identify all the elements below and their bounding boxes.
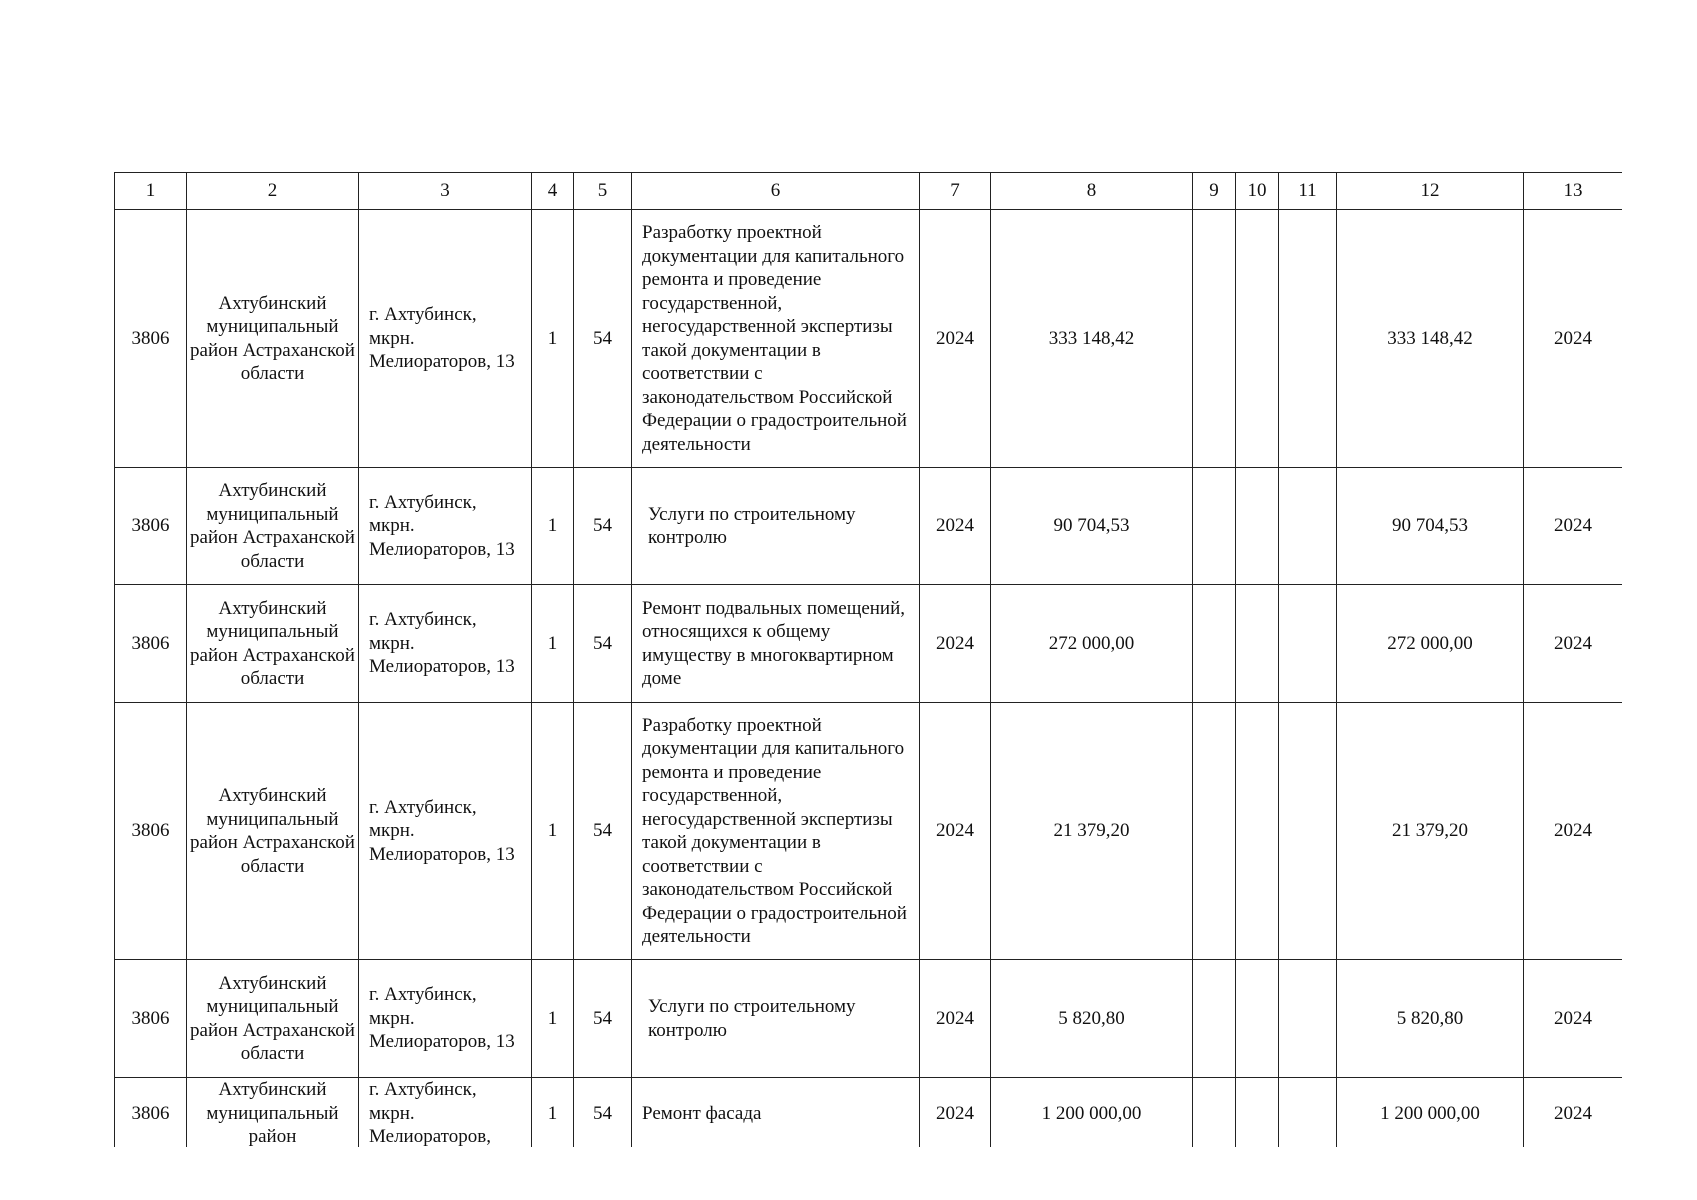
col-header-9: 9: [1193, 173, 1236, 210]
cell-code: 3806: [115, 960, 187, 1078]
cell-total: 272 000,00: [1337, 585, 1524, 703]
col-header-6: 6: [632, 173, 920, 210]
cell-col10: [1236, 468, 1279, 585]
cell-work-type: Разработку проектной документации для капитального ремонта и проведение государственной, негосударственной экспертизы такой документации в соответствии с законодательством Российской Федерации о градостроительной деятельности: [632, 210, 920, 468]
cell-total: 1 200 000,00: [1337, 1078, 1524, 1148]
cell-col5: 54: [574, 960, 632, 1078]
cell-address: г. Ахтубинск, мкрн. Мелиораторов, 13: [359, 210, 532, 468]
table-wrapper: [114, 172, 1622, 1147]
cell-end-year: 2024: [1524, 585, 1623, 703]
repair-program-table: [114, 172, 1622, 1147]
col-header-7: 7: [920, 173, 991, 210]
cell-address: г. Ахтубинск, мкрн. Мелиораторов, 13: [359, 468, 532, 585]
cell-municipality: Ахтубинский муниципальный район Астраханской области: [187, 960, 359, 1078]
cell-col11: [1279, 585, 1337, 703]
cell-col11: [1279, 1078, 1337, 1148]
table-row: [115, 1078, 1623, 1148]
cell-municipality: Ахтубинский муниципальный район Астраханской области: [187, 585, 359, 703]
column-number-row: [115, 173, 1623, 210]
cell-col9: [1193, 585, 1236, 703]
cell-col10: [1236, 585, 1279, 703]
cell-col5: 54: [574, 585, 632, 703]
cell-year: 2024: [920, 468, 991, 585]
cell-col4: 1: [532, 585, 574, 703]
cell-total: 90 704,53: [1337, 468, 1524, 585]
cell-work-type: Услуги по строительному контролю: [632, 468, 920, 585]
cell-total: 5 820,80: [1337, 960, 1524, 1078]
table-row: [115, 210, 1623, 468]
cell-end-year: 2024: [1524, 1078, 1623, 1148]
col-header-11: 11: [1279, 173, 1337, 210]
col-header-13: 13: [1524, 173, 1623, 210]
cell-year: 2024: [920, 703, 991, 960]
cell-col4: 1: [532, 210, 574, 468]
cell-code: 3806: [115, 1078, 187, 1148]
cell-col9: [1193, 210, 1236, 468]
cell-col11: [1279, 210, 1337, 468]
cell-year: 2024: [920, 585, 991, 703]
cell-year: 2024: [920, 1078, 991, 1148]
cell-total: 21 379,20: [1337, 703, 1524, 960]
cell-cost: 21 379,20: [991, 703, 1193, 960]
cell-municipality: Ахтубинский муниципальный район Астраханской области: [187, 468, 359, 585]
cell-end-year: 2024: [1524, 703, 1623, 960]
cell-code: 3806: [115, 703, 187, 960]
cell-work-type: Ремонт подвальных помещений, относящихся к общему имуществу в многоквартирном доме: [632, 585, 920, 703]
col-header-3: 3: [359, 173, 532, 210]
cell-col9: [1193, 1078, 1236, 1148]
cell-code: 3806: [115, 468, 187, 585]
cell-code: 3806: [115, 585, 187, 703]
cell-col11: [1279, 468, 1337, 585]
cell-cost: 5 820,80: [991, 960, 1193, 1078]
cell-address: г. Ахтубинск, мкрн. Мелиораторов, 13: [359, 960, 532, 1078]
cell-col5: 54: [574, 468, 632, 585]
cell-col4: 1: [532, 468, 574, 585]
cell-cost: 90 704,53: [991, 468, 1193, 585]
cell-end-year: 2024: [1524, 210, 1623, 468]
cell-col11: [1279, 703, 1337, 960]
cell-year: 2024: [920, 960, 991, 1078]
cell-col9: [1193, 468, 1236, 585]
cell-cost: 1 200 000,00: [991, 1078, 1193, 1148]
cell-col4: 1: [532, 703, 574, 960]
table-row: [115, 703, 1623, 960]
cell-code: 3806: [115, 210, 187, 468]
cell-municipality: Ахтубинский муниципальный район Астраханской области: [187, 210, 359, 468]
col-header-10: 10: [1236, 173, 1279, 210]
cell-address: г. Ахтубинск, мкрн. Мелиораторов, 13: [359, 585, 532, 703]
cell-col4: 1: [532, 1078, 574, 1148]
cell-col10: [1236, 703, 1279, 960]
cell-col5: 54: [574, 703, 632, 960]
cell-total: 333 148,42: [1337, 210, 1524, 468]
cell-year: 2024: [920, 210, 991, 468]
cell-work-type: Услуги по строительному контролю: [632, 960, 920, 1078]
cell-end-year: 2024: [1524, 468, 1623, 585]
cell-col9: [1193, 960, 1236, 1078]
cell-col10: [1236, 960, 1279, 1078]
table-row: [115, 468, 1623, 585]
cell-col11: [1279, 960, 1337, 1078]
cell-address: г. Ахтубинск, мкрн. Мелиораторов, 13: [359, 703, 532, 960]
cell-col4: 1: [532, 960, 574, 1078]
cell-col5: 54: [574, 1078, 632, 1148]
cell-municipality: Ахтубинский муниципальный район: [187, 1078, 359, 1148]
cell-col9: [1193, 703, 1236, 960]
col-header-1: 1: [115, 173, 187, 210]
cell-work-type: Ремонт фасада: [632, 1078, 920, 1148]
cell-col10: [1236, 1078, 1279, 1148]
table-row: [115, 585, 1623, 703]
cell-col10: [1236, 210, 1279, 468]
cell-address: г. Ахтубинск, мкрн. Мелиораторов,: [359, 1078, 532, 1148]
col-header-12: 12: [1337, 173, 1524, 210]
cell-municipality: Ахтубинский муниципальный район Астраханской области: [187, 703, 359, 960]
cell-work-type: Разработку проектной документации для капитального ремонта и проведение государственной, негосударственной экспертизы такой документации в соответствии с законодательством Российской Федерации о градостроительной деятельности: [632, 703, 920, 960]
col-header-8: 8: [991, 173, 1193, 210]
cell-cost: 272 000,00: [991, 585, 1193, 703]
cell-end-year: 2024: [1524, 960, 1623, 1078]
col-header-4: 4: [532, 173, 574, 210]
col-header-5: 5: [574, 173, 632, 210]
table-row: [115, 960, 1623, 1078]
cell-cost: 333 148,42: [991, 210, 1193, 468]
col-header-2: 2: [187, 173, 359, 210]
cell-col5: 54: [574, 210, 632, 468]
